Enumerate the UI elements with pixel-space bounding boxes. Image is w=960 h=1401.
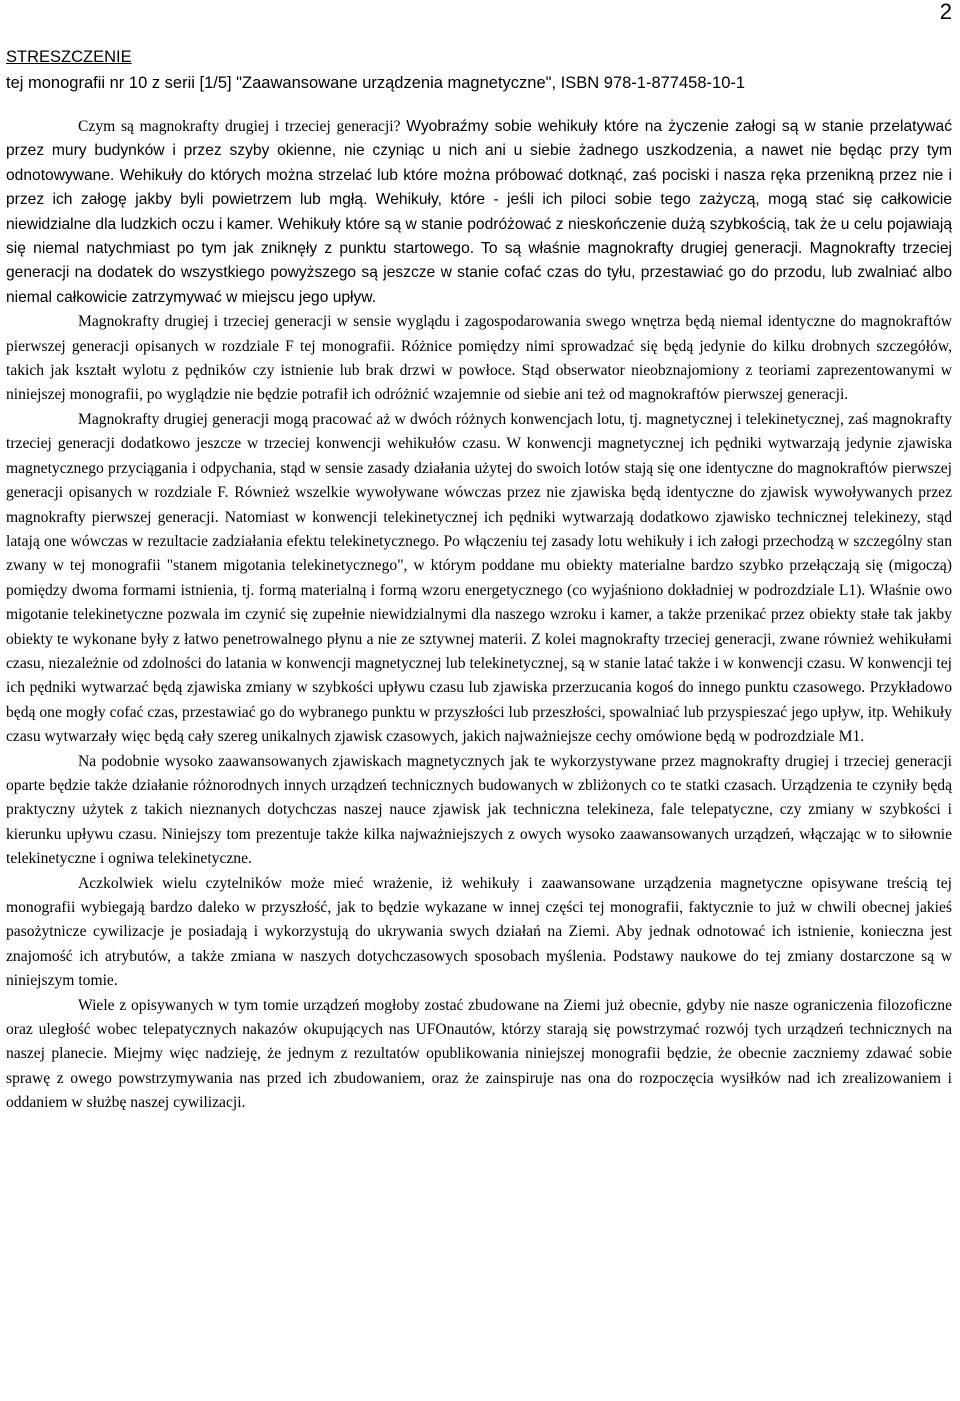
paragraph bbox=[6, 115, 952, 310]
paragraph-text: Czym są magnokrafty drugiej i trzeciej generacji? bbox=[78, 118, 407, 135]
page-number: 2 bbox=[939, 0, 952, 24]
paragraph-text: Magnokrafty drugiej generacji mogą pracować aż w dwóch różnych konwencjach lotu, tj. magnetycznej i telekinetycznej, zaś magnokrafty trzeciej generacji dodatkowo jeszcze w trzeciej konwencji wehikułów czasu. W konwencji magnetycznej ich pędniki wytwarzają jedynie zjawiska magnetycznego przyciągania i odpychania, stąd w sensie zasady działania użytej do swoich lotów stają się one identyczne do magnokraftów pierwszej generacji opisanych w rozdziale F. Również wszelkie wywoływane wówczas przez nie zjawiska będą identyczne do zjawisk wywoływanych przez magnokrafty pierwszej generacji. Natomiast w konwencji telekinetycznej ich pędniki wytwarzają dodatkowo zjawisko technicznej telekinezy, stąd latają one wówczas w rezultacie zadziałania efektu telekinetycznego. Po włączeniu tej zasady lotu wehikuły i ich załogi przechodzą w szczególny stan zwany w tej monografii "stanem migotania telekinetycznego", w którym poddane mu obiekty materialne bardzo szybko przełączają się (migoczą) pomiędzy dwoma formami istnienia, tj. formą materialną i formą wzoru energetycznego (co wyjaśniono dokładniej w podrozdziale L1). Właśnie owo migotanie telekinetyczne pozwala im czynić się zupełnie niewidzialnymi dla naszego wzroku i kamer, a także przenikać przez obiekty stałe tak jakby obiekty te wykonane były z łatwo penetrowalnego płynu a nie ze sztywnej materii. Z kolei magnokrafty trzeciej generacji, zwane również wehikułami czasu, niezależnie od zdolności do latania w konwencji magnetycznej lub telekinetycznej, są w stanie latać także i w konwencji czasu. W konwencji tej ich pędniki wytwarzać będą zjawiska zmiany w szybkości upływu czasu lub zjawiska przerzucania kogoś do innego punktu czasowego. Przykładowo będą one mogły cofać czas, przestawiać go do wybranego punktu w przyszłości lub przeszłości, spowalniać lub przyspieszać jego upływ, itp. Wehikuły czasu wytwarzały więc będą cały szereg unikalnych zjawisk czasowych, jakich najważniejsze cechy omówione będą w podrozdziale M1. bbox=[6, 410, 952, 746]
paragraph-text: Na podobnie wysoko zaawansowanych zjawiskach magnetycznych jak te wykorzystywane przez magnokrafty drugiej i trzeciej generacji oparte będzie także działanie różnorodnych innych urządzeń technicznych budowanych w zbliżonych co te statki czasach. Urządzenia te czyniły będą praktyczny użytek z takich nieznanych dotychczas naszej nauce zjawisk jak techniczna telekineza, fale telepatyczne, czy zmiany w szybkości i kierunku upływu czasu. Niniejszy tom prezentuje także kilka najważniejszych z owych wysoko zaawansowanych urządzeń, włączając w to siłownie telekinetyczne i ogniwa telekinetyczne. bbox=[6, 752, 952, 868]
section-subtitle: tej monografii nr 10 z serii [1/5] "Zaawansowane urządzenia magnetyczne", ISBN 978-1-877458-10-1 bbox=[6, 74, 746, 92]
paragraph bbox=[6, 872, 952, 994]
body-text bbox=[6, 115, 952, 1116]
paragraph bbox=[6, 750, 952, 872]
paragraph-text: Wiele z opisywanych w tym tomie urządzeń mogłoby zostać zbudowane na Ziemi już obecnie, gdyby nie nasze ograniczenia filozoficzne oraz uległość wobec telepatycznych nakazów okupujących nas UFOnautów, którzy starają się powstrzymać rozwój tych urządzeń technicznych na naszej planecie. Miejmy więc nadzieję, że jednym z rezultatów opublikowania niniejszej monografii będzie, że obecnie zaczniemy zdawać sobie sprawę z owego powstrzymywania nas przed ich zbudowaniem, oraz że zainspiruje nas ona do rozpoczęcia wysiłków nad ich zrealizowaniem i oddaniem w służbę naszej cywilizacji. bbox=[6, 996, 952, 1112]
paragraph-text: Aczkolwiek wielu czytelników może mieć wrażenie, iż wehikuły i zaawansowane urządzenia magnetyczne opisywane treścią tej monografii wybiegają bardzo daleko w przyszłość, jak to będzie wykazane w innej części tej monografii, faktycznie to już w chwili obecnej jakieś pasożytnicze cywilizacje je posiadają i wykorzystują do ukrywania swych działań na Ziemi. Aby jednak odnotować ich istnienie, konieczna jest znajomość ich atrybutów, a także zmiana w naszych dotychczasowych sposobach myślenia. Podstawy naukowe do tej zmiany dostarczone są w niniejszym tomie. bbox=[6, 874, 952, 990]
paragraph-text: Magnokrafty drugiej i trzeciej generacji w sensie wyglądu i zagospodarowania swego wnętrza będą niemal identyczne do magnokraftów pierwszej generacji opisanych w rozdziale F tej monografii. Różnice pomiędzy nimi sprowadzać się będą jedynie do kilku drobnych szczegółów, takich jak kształt wylotu z pędników czy istnienie lub brak drzwi w powłoce. Stąd obserwator nieobznajomiony z teoriami zaprezentowanymi w niniejszej monografii, po wyglądzie nie będzie potrafił ich odróżnić wzajemnie od siebie ani też od magnokraftów pierwszej generacji. bbox=[6, 313, 952, 404]
paragraph bbox=[6, 994, 952, 1116]
paragraph bbox=[6, 310, 952, 408]
heading-block bbox=[6, 44, 952, 96]
paragraph-text: Wyobraźmy sobie wehikuły które na życzenie załogi są w stanie przelatywać przez mury budynków i przez szyby okienne, nie czyniąc u nich ani u siebie żadnego uszkodzenia, a nawet nie będąc przy tym odnotowywane. Wehikuły do których można strzelać lub które można próbować dotknąć, zaś pociski i nasza ręka przenikną przez nie i przez ich załogę jakby byli powietrzem lub mgłą. Wehikuły, które - jeśli ich piloci sobie tego zażyczą, mogą stać się całkowicie niewidzialne dla ludzkich oczu i kamer. Wehikuły które są w stanie podróżować z nieskończenie dużą szybkością, tak że u celu pojawiają się niemal natychmiast po tym jak zniknęły z punktu startowego. To są właśnie magnokrafty drugiej generacji. Magnokrafty trzeciej generacji na dodatek do wszystkiego powyższego są jeszcze w stanie cofać czas do tyłu, przestawiać go do przodu, lub zwalniać albo niemal całkowicie zatrzymywać w miejscu jego upływ. bbox=[6, 118, 952, 306]
section-title: STRESZCZENIE bbox=[6, 48, 132, 66]
paragraph bbox=[6, 408, 952, 750]
